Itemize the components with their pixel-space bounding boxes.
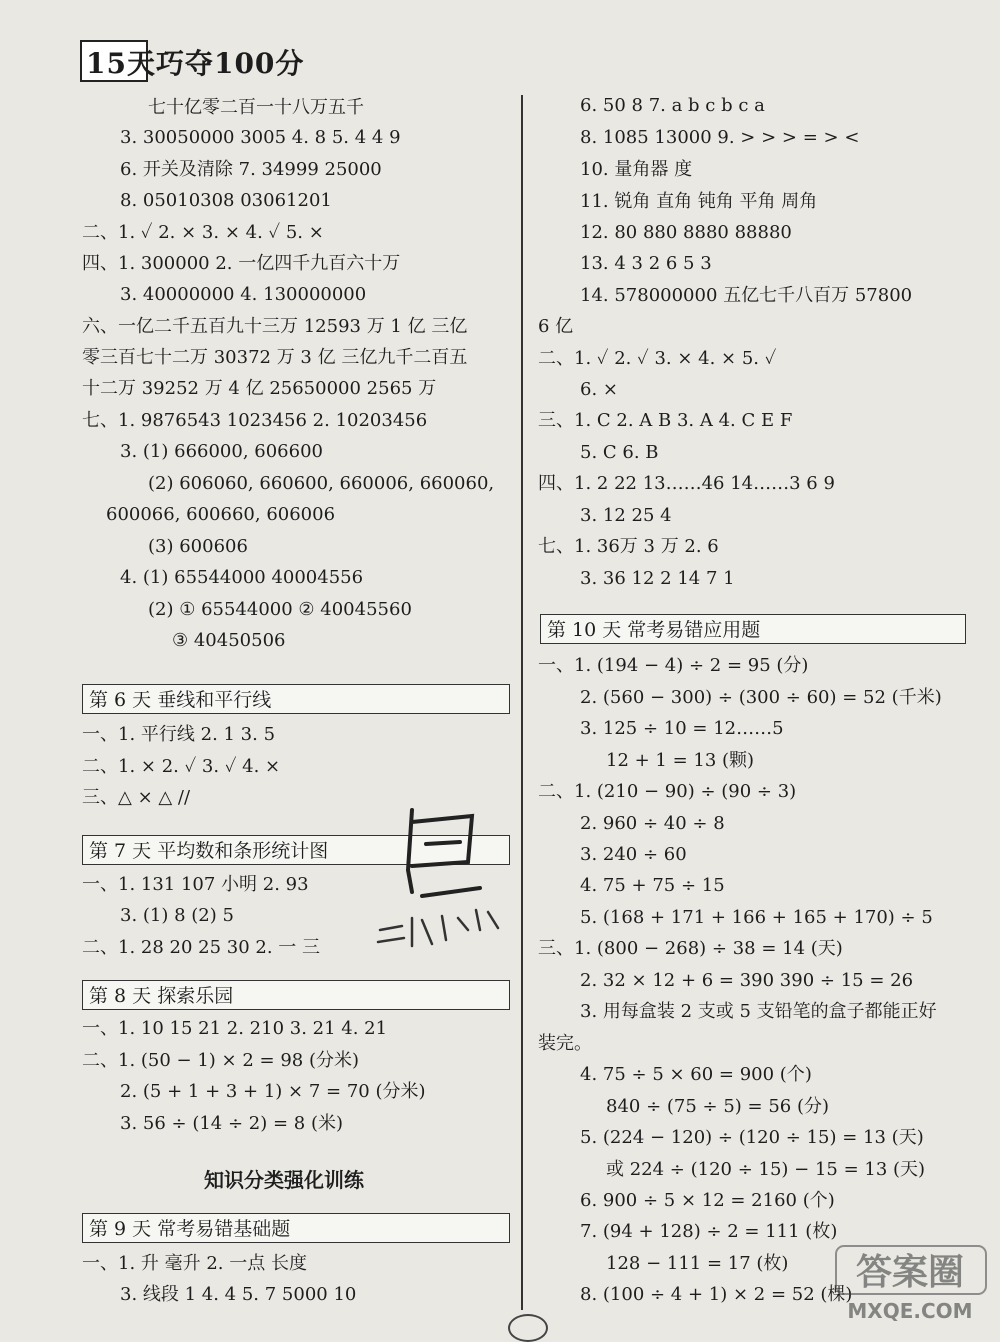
answer-line: 14. 578000000 五亿七千八百万 57800 [580, 285, 913, 306]
answer-line: 或 224 ÷ (120 ÷ 15) − 15 = 13 (天) [606, 1159, 926, 1180]
answer-line: 二、1. 28 20 25 30 2. 一 三 [82, 937, 321, 958]
answer-line: 七、1. 9876543 1023456 2. 10203456 [82, 410, 428, 431]
answer-line: 4. 75 ÷ 5 × 60 = 900 (个) [580, 1064, 812, 1085]
answer-line: 3. 56 ÷ (14 ÷ 2) = 8 (米) [120, 1113, 343, 1134]
answer-line: 4. (1) 65544000 40004556 [120, 567, 364, 588]
answer-line: 一、1. (194 − 4) ÷ 2 = 95 (分) [538, 655, 809, 676]
answer-line: (2) ① 65544000 ② 40045560 [148, 599, 412, 620]
answer-line: 11. 锐角 直角 钝角 平角 周角 [580, 191, 818, 212]
answer-line: 7. (94 + 128) ÷ 2 = 111 (枚) [580, 1221, 838, 1242]
answer-line: 3. 125 ÷ 10 = 12……5 [580, 718, 784, 739]
answer-line: 三、1. C 2. A B 3. A 4. C E F [538, 410, 793, 431]
answer-line: ③ 40450506 [172, 630, 286, 651]
answer-line: 2. (560 − 300) ÷ (300 ÷ 60) = 52 (千米) [580, 687, 942, 708]
watermark-logo [830, 1238, 995, 1326]
answer-line: 12. 80 880 8880 88880 [580, 222, 792, 243]
answer-line: 6 亿 [538, 316, 574, 337]
answer-line: 10. 量角器 度 [580, 159, 693, 180]
answer-line: 二、1. (210 − 90) ÷ (90 ÷ 3) [538, 781, 797, 802]
answer-line: 三、△ × △ // [82, 787, 191, 808]
answer-line: 4. 75 + 75 ÷ 15 [580, 875, 725, 896]
answer-line: 13. 4 3 2 6 5 3 [580, 253, 712, 274]
answer-line: 四、1. 2 22 13……46 14……3 6 9 [538, 473, 835, 494]
answer-line: 3. 240 ÷ 60 [580, 844, 687, 865]
answer-line: 5. (168 + 171 + 166 + 165 + 170) ÷ 5 [580, 907, 933, 928]
answer-line: 一、1. 平行线 2. 1 3. 5 [82, 724, 276, 745]
watermark-url: MXQE.COM [847, 1299, 973, 1323]
page-number-circle [508, 1314, 548, 1342]
handwriting-scribble [372, 800, 512, 960]
answer-line: 8. 1085 13000 9. > > > = > < [580, 127, 860, 148]
answer-line: 6. 开关及清除 7. 34999 25000 [120, 159, 382, 180]
answer-line: 一、1. 升 毫升 2. 一点 长度 [82, 1253, 307, 1274]
answer-line: 8. (100 ÷ 4 + 1) × 2 = 52 (棵) [580, 1284, 853, 1305]
answer-line: (2) 606060, 660600, 660006, 660060, [148, 473, 495, 494]
answer-line: 二、1. × 2. ✓ 3. ✓ 4. × [82, 756, 281, 777]
day9-heading: 第 9 天 常考易错基础题 [82, 1213, 510, 1243]
answer-line: 8. 05010308 03061201 [120, 190, 332, 211]
answer-line: 3. (1) 8 (2) 5 [120, 905, 234, 926]
answer-line: 一、1. 131 107 小明 2. 93 [82, 874, 309, 895]
column-divider [521, 95, 523, 1310]
answer-line: 零三百七十二万 30372 万 3 亿 三亿九千二百五 [82, 347, 468, 368]
answer-line: 3. 40000000 4. 130000000 [120, 284, 367, 305]
answer-line: 2. 32 × 12 + 6 = 390 390 ÷ 15 = 26 [580, 970, 914, 991]
answer-line: 3. 12 25 4 [580, 505, 672, 526]
day10-heading: 第 10 天 常考易错应用题 [540, 614, 966, 644]
book-brand [80, 40, 320, 80]
answer-line: 七十亿零二百一十八万五千 [148, 97, 364, 118]
answer-line: 5. C 6. B [580, 442, 659, 463]
answer-line: 5. (224 − 120) ÷ (120 ÷ 15) = 13 (天) [580, 1127, 924, 1148]
brand-title: 15天巧夺100分 [86, 47, 305, 80]
answer-line: 12 + 1 = 13 (颗) [606, 750, 755, 771]
answer-line: 3. 线段 1 4. 4 5. 7 5000 10 [120, 1284, 357, 1305]
answer-line: 840 ÷ (75 ÷ 5) = 56 (分) [606, 1096, 830, 1117]
answer-line: 装完。 [538, 1033, 592, 1054]
answer-line: 六、一亿二千五百九十三万 12593 万 1 亿 三亿 [82, 316, 468, 337]
answer-line: 3. (1) 666000, 606600 [120, 441, 323, 462]
watermark-text: 答案圈 [855, 1252, 965, 1293]
answer-line: 十二万 39252 万 4 亿 25650000 2565 万 [82, 378, 437, 399]
answer-line: 三、1. (800 − 268) ÷ 38 = 14 (天) [538, 938, 843, 959]
answer-line: 2. (5 + 1 + 3 + 1) × 7 = 70 (分米) [120, 1081, 426, 1102]
answer-line: 二、1. ✓ 2. × 3. × 4. ✓ 5. × [82, 222, 324, 243]
answer-line: 3. 36 12 2 14 7 1 [580, 568, 735, 589]
answer-line: (3) 600606 [148, 536, 248, 557]
answer-line: 七、1. 36万 3 万 2. 6 [538, 536, 719, 557]
day8-heading: 第 8 天 探索乐园 [82, 980, 510, 1010]
answer-line: 600066, 600660, 606006 [106, 504, 336, 525]
answer-line: 二、1. (50 − 1) × 2 = 98 (分米) [82, 1050, 359, 1071]
answer-line: 一、1. 10 15 21 2. 210 3. 21 4. 21 [82, 1018, 388, 1039]
day7-heading: 第 7 天 平均数和条形统计图 [82, 835, 510, 865]
answer-line: 6. 50 8 7. a b c b c a [580, 95, 765, 116]
answer-line: 128 − 111 = 17 (枚) [606, 1253, 789, 1274]
section-title: 知识分类强化训练 [204, 1168, 364, 1192]
answer-line: 四、1. 300000 2. 一亿四千九百六十万 [82, 253, 401, 274]
answer-line: 3. 30050000 3005 4. 8 5. 4 4 9 [120, 127, 401, 148]
answer-line: 2. 960 ÷ 40 ÷ 8 [580, 813, 725, 834]
day6-heading: 第 6 天 垂线和平行线 [82, 684, 510, 714]
answer-line: 3. 用每盒装 2 支或 5 支铅笔的盒子都能正好 [580, 1001, 937, 1022]
answer-line: 6. 900 ÷ 5 × 12 = 2160 (个) [580, 1190, 835, 1211]
answer-line: 6. × [580, 379, 618, 400]
answer-line: 二、1. ✓ 2. ✓ 3. × 4. × 5. ✓ [538, 348, 777, 369]
